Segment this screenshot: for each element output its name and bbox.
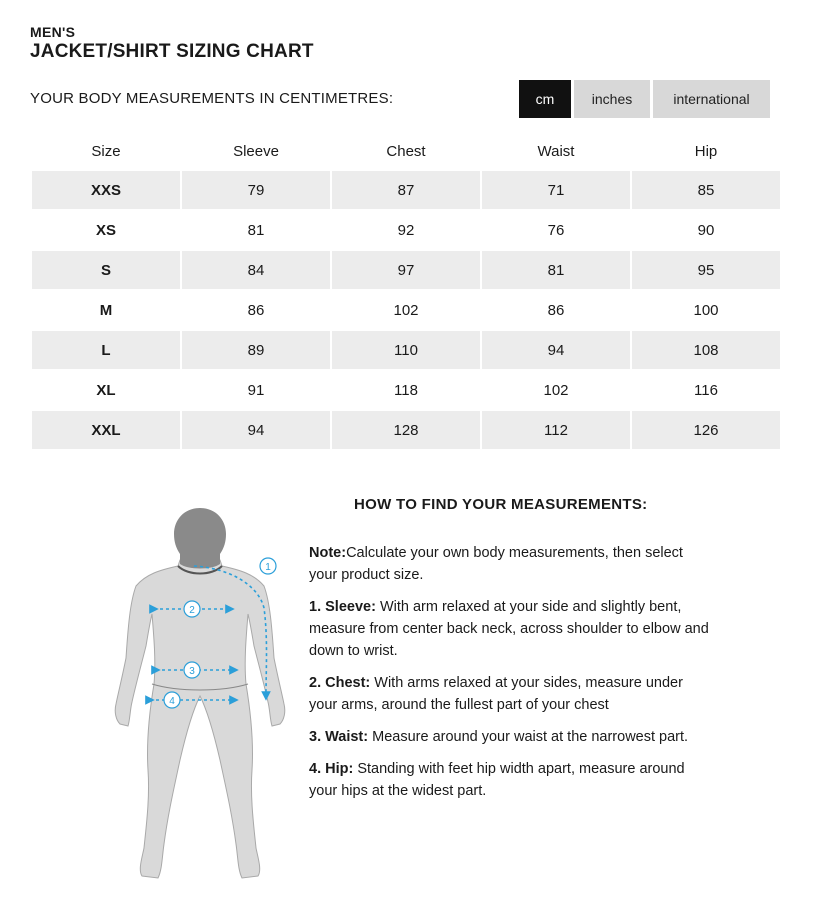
step-waist — [309, 726, 709, 748]
cell-waist: 86 — [547, 301, 565, 319]
cell-hip: 116 — [694, 381, 718, 399]
step-label: 1. Sleeve: — [309, 599, 376, 615]
table-row — [32, 371, 780, 409]
cell-hip: 108 — [632, 331, 780, 369]
cell-chest: 92 — [397, 221, 415, 239]
cell-sleeve: 79 — [182, 171, 330, 209]
header-sleeve: Sleeve — [233, 142, 279, 160]
page-kicker: MEN'S — [30, 24, 76, 40]
cell-hip: 85 — [632, 171, 780, 209]
page-title: JACKET/SHIRT SIZING CHART — [30, 41, 314, 62]
cell-sleeve: 84 — [182, 251, 330, 289]
note-text: Calculate your own body measurements, then select your product size. — [309, 545, 683, 583]
marker-3-label: 3 — [189, 666, 195, 677]
cell-chest: 97 — [332, 251, 480, 289]
header-size: Size — [91, 142, 121, 160]
cell-size: XXL — [32, 411, 180, 449]
cell-size: XL — [96, 381, 116, 399]
size-table — [30, 131, 782, 451]
table-row — [32, 171, 780, 209]
cell-waist: 81 — [482, 251, 630, 289]
cell-chest: 128 — [332, 411, 480, 449]
step-text: With arm relaxed at your side and slightly bent, measure from center back neck, across shoulder to elbow and down to wrist. — [309, 599, 709, 659]
cell-sleeve: 81 — [247, 221, 265, 239]
cell-hip: 95 — [632, 251, 780, 289]
table-row — [32, 251, 780, 289]
cell-waist: 76 — [547, 221, 565, 239]
unit-international-button[interactable]: international — [653, 80, 770, 118]
table-header-row — [32, 133, 780, 169]
step-text: Standing with feet hip width apart, measure around your hips at the widest part. — [309, 761, 685, 799]
howto-instructions — [309, 542, 709, 812]
table-row — [32, 331, 780, 369]
unit-inches-button[interactable]: inches — [574, 80, 650, 118]
cell-waist: 102 — [543, 381, 569, 399]
cell-hip: 126 — [632, 411, 780, 449]
header-chest: Chest — [386, 142, 426, 160]
cell-sleeve: 89 — [182, 331, 330, 369]
cell-hip: 90 — [697, 221, 715, 239]
cell-chest: 110 — [332, 331, 480, 369]
unit-cm-button[interactable]: cm — [519, 80, 571, 118]
marker-1-label: 1 — [265, 562, 271, 573]
table-row — [32, 211, 780, 249]
step-label: 2. Chest: — [309, 675, 371, 691]
cell-sleeve: 86 — [247, 301, 265, 319]
unit-toggle-group — [519, 80, 770, 118]
note-paragraph — [309, 542, 709, 586]
cell-waist: 112 — [482, 411, 630, 449]
cell-chest: 87 — [332, 171, 480, 209]
cell-size: L — [32, 331, 180, 369]
cell-size: XS — [95, 221, 116, 239]
note-label: Note: — [309, 545, 347, 561]
step-label: 3. Waist: — [309, 729, 369, 745]
table-row — [32, 411, 780, 449]
step-chest — [309, 672, 709, 716]
step-text: Measure around your waist at the narrowest part. — [368, 729, 689, 745]
units-label: YOUR BODY MEASUREMENTS IN CENTIMETRES: — [30, 90, 394, 107]
cell-sleeve: 94 — [182, 411, 330, 449]
cell-waist: 94 — [482, 331, 630, 369]
table-row — [32, 291, 780, 329]
howto-title: HOW TO FIND YOUR MEASUREMENTS: — [354, 496, 648, 513]
step-sleeve — [309, 596, 709, 662]
marker-4-label: 4 — [169, 696, 175, 707]
step-text: With arms relaxed at your sides, measure under your arms, around the fullest part of your chest — [309, 675, 683, 713]
marker-2-label: 2 — [189, 605, 195, 616]
cell-size: M — [99, 301, 113, 319]
cell-sleeve: 91 — [247, 381, 265, 399]
head-shape — [174, 508, 226, 569]
header-hip: Hip — [694, 142, 718, 160]
body-measurement-figure — [108, 498, 292, 890]
cell-size: XXS — [32, 171, 180, 209]
cell-chest: 118 — [394, 381, 418, 399]
cell-hip: 100 — [693, 301, 719, 319]
step-hip — [309, 758, 709, 802]
cell-chest: 102 — [393, 301, 419, 319]
cell-size: S — [32, 251, 180, 289]
header-waist: Waist — [537, 142, 575, 160]
step-label: 4. Hip: — [309, 761, 354, 777]
cell-waist: 71 — [482, 171, 630, 209]
